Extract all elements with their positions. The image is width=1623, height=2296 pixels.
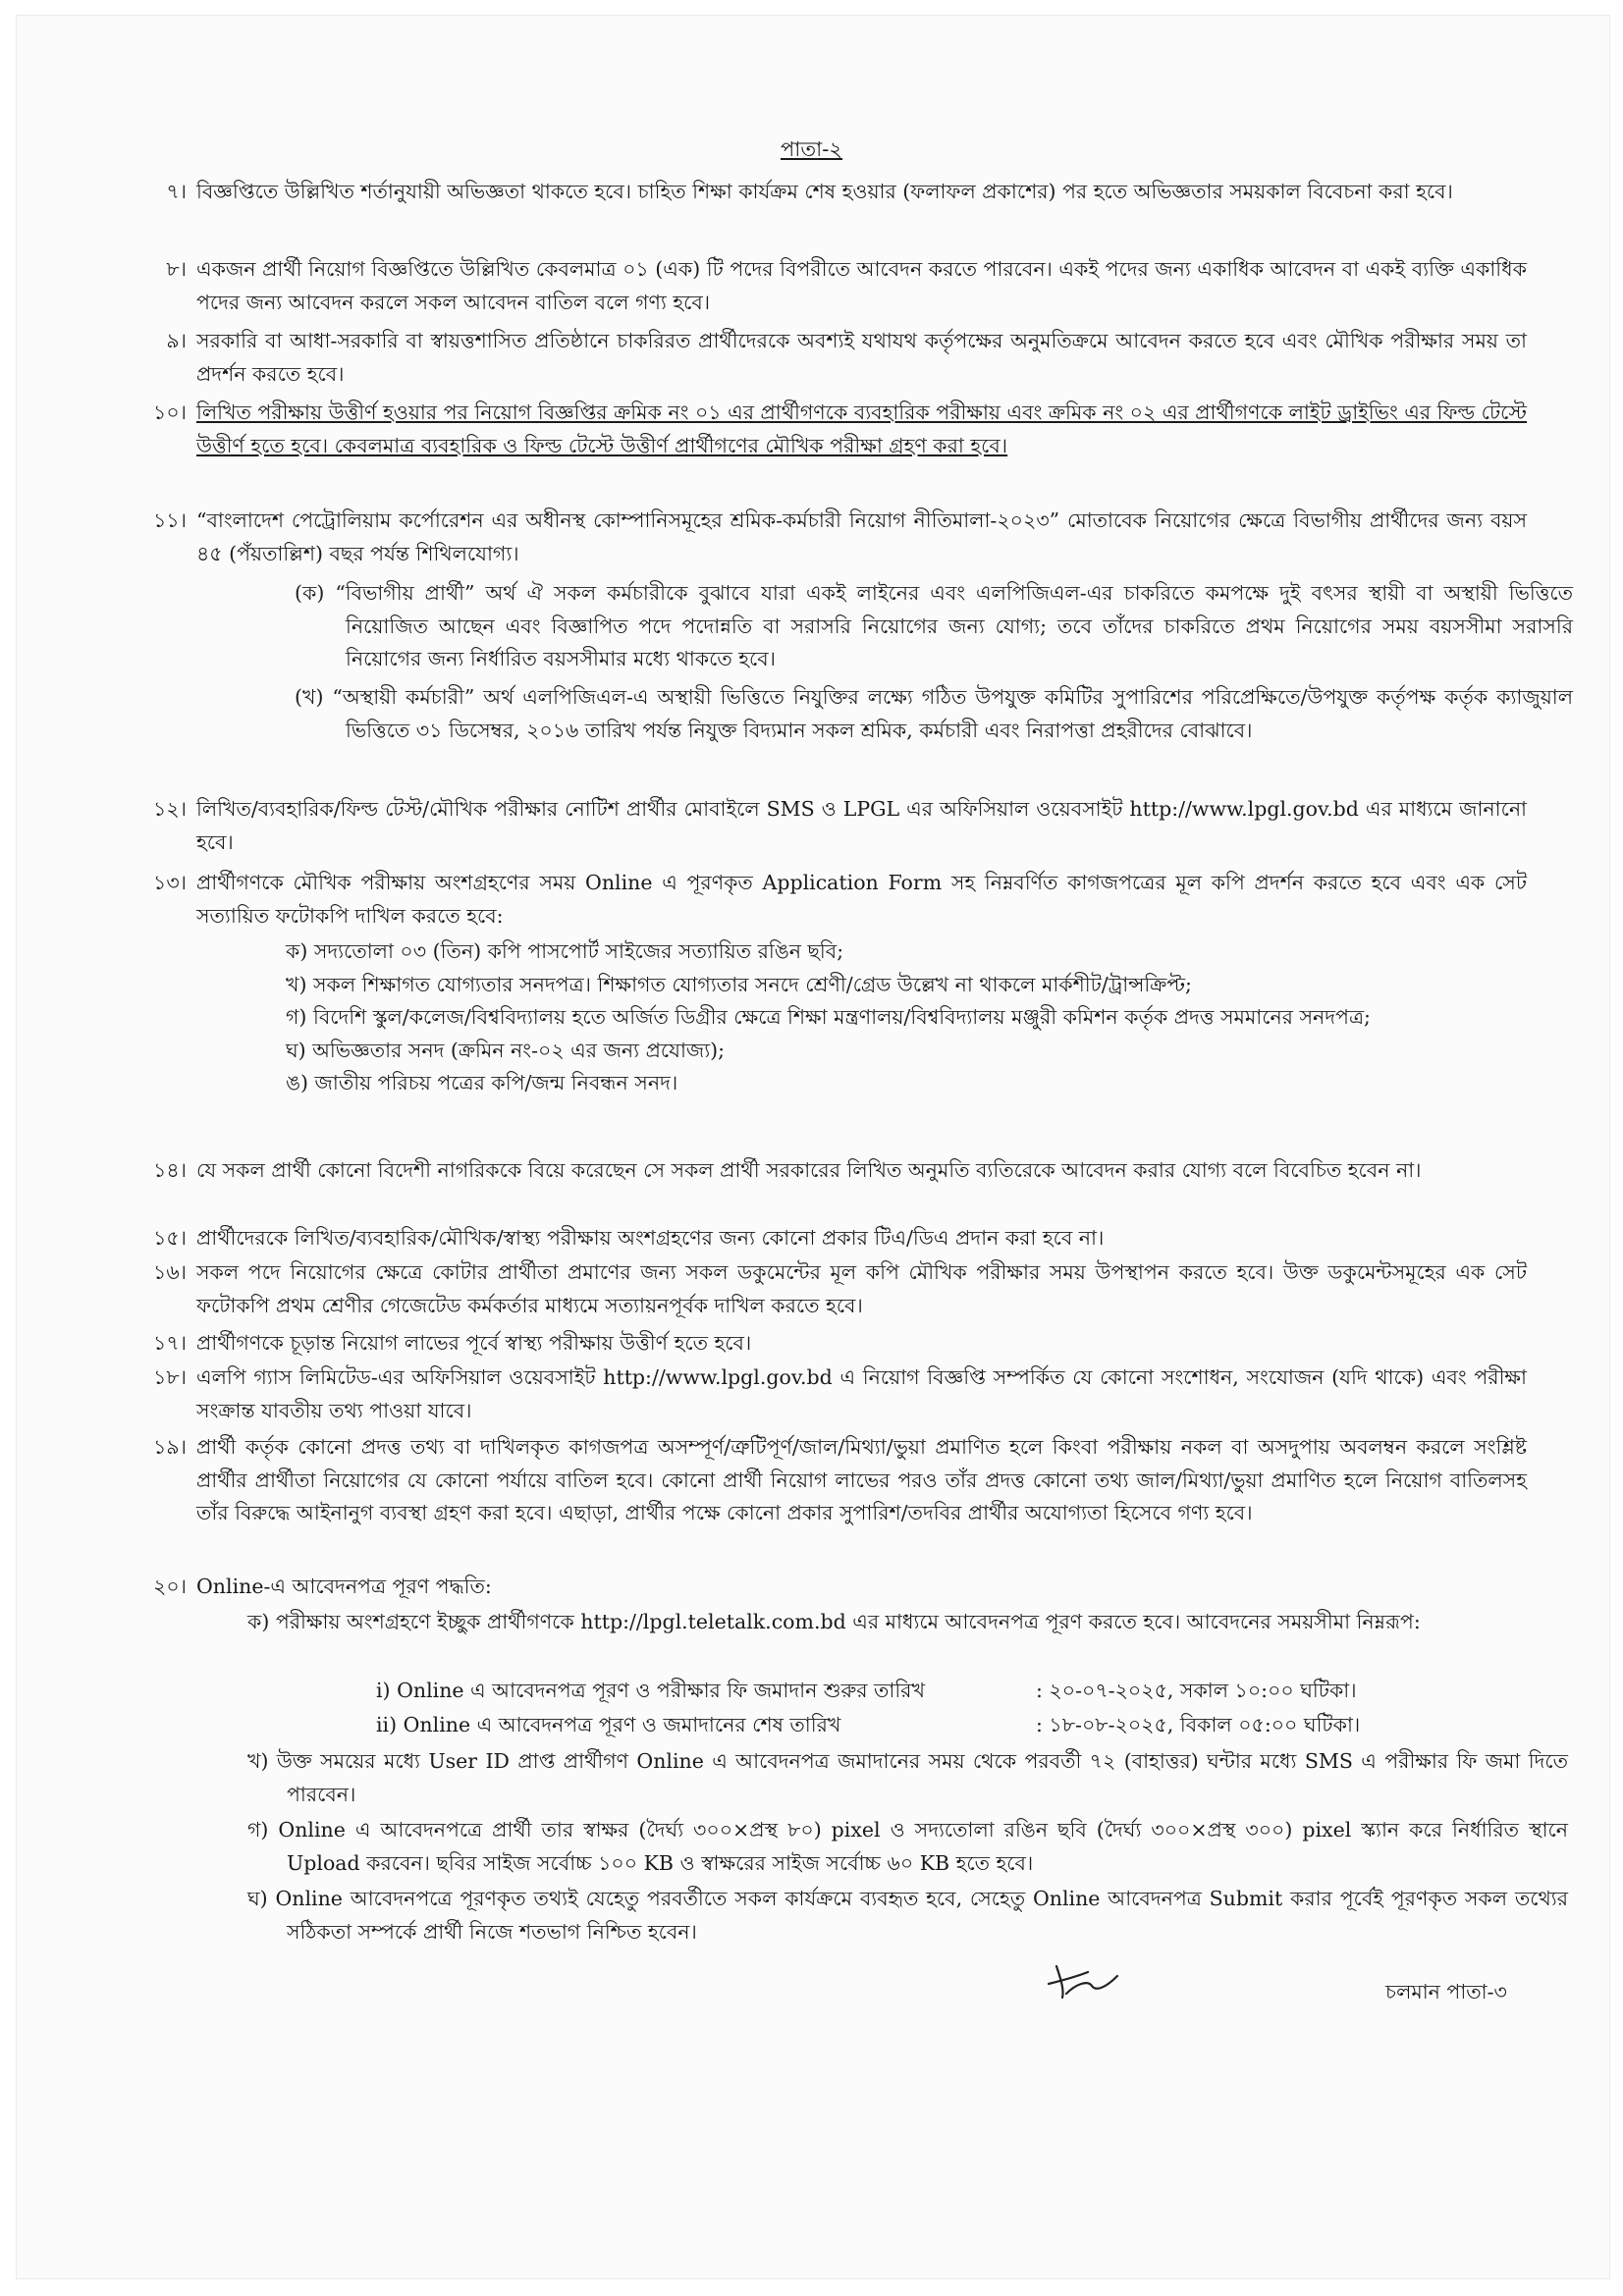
sub-clause: ঘ) Online আবেদনপত্রে পূরণকৃত তথ্যই যেহেতু পরবর্তীতে সকল কার্যক্রমে ব্যবহৃত হবে, সেহেতু Online আবেদনপত্র Submit করার পূর্বেই পূরণকৃত সকল তথ্যের সঠিকতা সম্পর্কে প্রার্থী নিজে শতভাগ নিশ্চিত হবেন। — [247, 1887, 1568, 1944]
signature-initials — [1045, 1954, 1123, 2003]
item-number: ১৮। — [153, 1365, 187, 1389]
application-schedule — [376, 1675, 1535, 1743]
sub-clause: ক) পরীক্ষায় অংশগ্রহণে ইচ্ছুক প্রার্থীগণকে http://lpgl.teletalk.com.bd এর মাধ্যমে আবেদনপত্র পূরণ করতে হবে। আবেদনের সময়সীমা নিম্নরূপ: — [247, 1610, 1421, 1633]
sub-clause: গ) Online এ আবেদনপত্রে প্রার্থী তার স্বাক্ষর (দৈর্ঘ্য ৩০০×প্রস্থ ৮০) pixel ও সদ্যতোলা রঙিন ছবি (দৈর্ঘ্য ৩০০×প্রস্থ ৩০০) pixel স্ক্যান করে নির্ধারিত স্থানে Upload করবেন। ছবির সাইজ সর্বোচ্চ ১০০ KB ও স্বাক্ষরের সাইজ সর্বোচ্চ ৬০ KB হতে হবে। — [247, 1818, 1568, 1875]
list-item — [153, 1431, 1527, 1530]
item-number: ২০। — [153, 1575, 187, 1598]
item-text: বিজ্ঞপ্তিতে উল্লিখিত শর্তানুযায়ী অভিজ্ঞতা থাকতে হবে। চাহিত শিক্ষা কার্যক্রম শেষ হওয়ার (ফলাফল প্রকাশের) পর হতে অভিজ্ঞতার সময়কাল বিবেচনা করা হবে। — [196, 180, 1453, 203]
item-text: Online-এ আবেদনপত্র পূরণ পদ্ধতি: — [196, 1575, 492, 1598]
list-item — [153, 793, 1527, 859]
sub-clause: (খ) “অস্থায়ী কর্মচারী” অর্থ এলপিজিএল-এ অস্থায়ী ভিত্তিতে নিযুক্তির লক্ষ্যে গঠিত উপযুক্ত কমিটির সুপারিশের পরিপ্রেক্ষিতে/উপযুক্ত কর্তৃপক্ষ কর্তৃক ক্যাজুয়াল ভিত্তিতে ৩১ ডিসেম্বর, ২০১৬ তারিখ পর্যন্ত নিযুক্ত বিদ্যমান সকল শ্রমিক, কর্মচারী এবং নিরাপত্তা প্রহরীদের বোঝাবে। — [295, 685, 1573, 742]
list-item — [153, 1222, 1527, 1255]
item-number: ১৯। — [153, 1435, 187, 1459]
schedule-value: : ১৮-০৮-২০২৫, বিকাল ০৫:০০ ঘটিকা। — [1036, 1713, 1361, 1736]
list-item — [153, 1256, 1527, 1322]
page-label: পাতা-২ — [781, 137, 842, 161]
item-number: ১৬। — [153, 1260, 187, 1284]
item-number: ১৩। — [153, 871, 187, 894]
item-text: প্রার্থীগণকে মৌখিক পরীক্ষায় অংশগ্রহণের সময় Online এ পূরণকৃত Application Form সহ নিম্নবর্ণিত কাগজপত্রের মূল কপি প্রদর্শন করতে হবে এবং এক সেট সত্যায়িত ফটোকপি দাখিল করতে হবে: — [196, 871, 1527, 928]
list-item — [153, 1571, 1527, 1604]
item-number: ৭। — [166, 180, 187, 203]
item-text: এলপি গ্যাস লিমিটেড-এর অফিসিয়াল ওয়েবসাইট http://www.lpgl.gov.bd এ নিয়োগ বিজ্ঞপ্তি সম্পর্কিত যে কোনো সংশোধন, সংযোজন (যদি থাকে) এবং পরীক্ষা সংক্রান্ত যাবতীয় তথ্য পাওয়া যাবে। — [196, 1365, 1527, 1422]
item-number: ১৭। — [153, 1331, 187, 1355]
list-item — [166, 176, 1527, 209]
sub-clause: খ) উক্ত সময়ের মধ্যে User ID প্রাপ্ত প্রার্থীগণ Online এ আবেদনপত্র জমাদানের সময় থেকে পরবর্তী ৭২ (বাহাত্তর) ঘন্টার মধ্যে SMS এ পরীক্ষার ফি জমা দিতে পারবেন। — [247, 1749, 1568, 1806]
list-item — [153, 867, 1527, 933]
item-text: সকল পদে নিয়োগের ক্ষেত্রে কোটার প্রার্থীতা প্রমাণের জন্য সকল ডকুমেন্টের মূল কপি মৌখিক পরীক্ষার সময় উপস্থাপন করতে হবে। উক্ত ডকুমেন্টসমূহের এক সেট ফটোকপি প্রথম শ্রেণীর গেজেটেড কর্মকর্তার মাধ্যমে সত্যায়নপূর্বক দাখিল করতে হবে। — [196, 1260, 1527, 1317]
schedule-label: i) Online এ আবেদনপত্র পূরণ ও পরীক্ষার ফি জমাদান শুরুর তারিখ — [376, 1679, 925, 1702]
list-item: ঙ) জাতীয় পরিচয় পত্রের কপি/জন্ম নিবন্ধন সনদ। — [286, 1071, 678, 1095]
schedule-value: : ২০-০৭-২০২৫, সকাল ১০:০০ ঘটিকা। — [1036, 1679, 1357, 1702]
item-number: ১২। — [153, 797, 187, 821]
schedule-label: ii) Online এ আবেদনপত্র পূরণ ও জমাদানের শেষ তারিখ — [376, 1713, 841, 1736]
list-item — [153, 1154, 1527, 1188]
list-item: খ) সকল শিক্ষাগত যোগ্যতার সনদপত্র। শিক্ষাগত যোগ্যতার সনদে শ্রেণী/গ্রেড উল্লেখ না থাকলে মার্কশীট/ট্রান্সক্রিপ্ট; — [286, 972, 1192, 996]
item-text: সরকারি বা আধা-সরকারি বা স্বায়ত্তশাসিত প্রতিষ্ঠানে চাকরিরত প্রার্থীদেরকে অবশ্যই যথাযথ কর্তৃপক্ষের অনুমতিক্রমে আবেদন করতে হবে এবং মৌখিক পরীক্ষার সময় তা প্রদর্শন করতে হবে। — [196, 329, 1527, 386]
item-text: প্রার্থীগণকে চূড়ান্ত নিয়োগ লাভের পূর্বে স্বাস্থ্য পরীক্ষায় উত্তীর্ণ হতে হবে। — [196, 1331, 752, 1355]
continued-label: চলমান পাতা-৩ — [1385, 1980, 1507, 2003]
item-number: ১৪। — [153, 1158, 187, 1182]
list-item: গ) বিদেশি স্কুল/কলেজ/বিশ্ববিদ্যালয় হতে অর্জিত ডিগ্রীর ক্ষেত্রে শিক্ষা মন্ত্রণালয়/বিশ্ববিদ্যালয় মঞ্জুরী কমিশন কর্তৃক প্রদত্ত সমমানের সনদপত্র; — [286, 1005, 1371, 1029]
item-number: ১৫। — [153, 1226, 187, 1250]
item-number: ৯। — [166, 329, 187, 352]
list-item — [153, 1362, 1527, 1427]
item-text: প্রার্থীদেরকে লিখিত/ব্যবহারিক/মৌখিক/স্বাস্থ্য পরীক্ষায় অংশগ্রহণের জন্য কোনো প্রকার টিএ/ডিএ প্রদান করা হবে না। — [196, 1226, 1105, 1250]
list-item — [153, 397, 1527, 462]
item-text: লিখিত/ব্যবহারিক/ফিল্ড টেস্ট/মৌখিক পরীক্ষার নোটিশ প্রার্থীর মোবাইলে SMS ও LPGL এর অফিসিয়াল ওয়েবসাইট http://www.lpgl.gov.bd এর মাধ্যমে জানানো হবে। — [196, 797, 1527, 854]
document-list — [286, 935, 1542, 1100]
list-item — [166, 325, 1527, 391]
item-text: প্রার্থী কর্তৃক কোনো প্রদত্ত তথ্য বা দাখিলকৃত কাগজপত্র অসম্পূর্ণ/ত্রুটিপূর্ণ/জাল/মিথ্যা/ভুয়া প্রমাণিত হলে কিংবা পরীক্ষায় নকল বা অসদুপায় অবলম্বন করলে সংশ্লিষ্ট প্রার্থীর প্রার্থীতা নিয়োগের যে কোনো পর্যায়ে বাতিল হবে। কোনো প্রার্থী নিয়োগ লাভের পরও তাঁর প্রদত্ত কোনো তথ্য জাল/মিথ্যা/ভুয়া প্রমাণিত হলে নিয়োগ বাতিলসহ তাঁর বিরুদ্ধে আইনানুগ ব্যবস্থা গ্রহণ করা হবে। এছাড়া, প্রার্থীর পক্ষে কোনো প্রকার সুপারিশ/তদবির প্রার্থীর অযোগ্যতা হিসেবে গণ্য হবে। — [196, 1435, 1527, 1524]
list-item: ক) সদ্যতোলা ০৩ (তিন) কপি পাসপোর্ট সাইজের সত্যায়িত রঙিন ছবি; — [286, 939, 844, 963]
item-text: “বাংলাদেশ পেট্রোলিয়াম কর্পোরেশন এর অধীনস্থ কোম্পানিসমূহের শ্রমিক-কর্মচারী নিয়োগ নীতিমালা-২০২৩” মোতাবেক নিয়োগের ক্ষেত্রে বিভাগীয় প্রার্থীদের জন্য বয়স ৪৫ (পঁয়তাল্লিশ) বছর পর্যন্ত শিথিলযোগ্য। — [196, 508, 1527, 565]
list-item — [153, 1327, 1527, 1361]
sub-clause: (ক) “বিভাগীয় প্রার্থী” অর্থ ঐ সকল কর্মচারীকে বুঝাবে যারা একই লাইনের এবং এলপিজিএল-এর চাকরিতে কমপক্ষে দুই বৎসর স্থায়ী বা অস্থায়ী ভিত্তিতে নিয়োজিত আছেন এবং বিজ্ঞাপিত পদে পদোন্নতি বা সরাসরি নিয়োগের জন্য যোগ্য; তবে তাঁদের চাকরিতে প্রথম নিয়োগের সময় বয়সসীমা সরাসরি নিয়োগের জন্য নির্ধারিত বয়সসীমার মধ্যে থাকতে হবে। — [295, 581, 1573, 670]
list-item — [166, 253, 1527, 319]
list-item: ঘ) অভিজ্ঞতার সনদ (ক্রমিন নং-০২ এর জন্য প্রযোজ্য); — [286, 1038, 726, 1062]
item-number: ১১। — [153, 508, 187, 532]
item-text: লিখিত পরীক্ষায় উত্তীর্ণ হওয়ার পর নিয়োগ বিজ্ঞপ্তির ক্রমিক নং ০১ এর প্রার্থীগণকে ব্যবহারিক পরীক্ষায় এবং ক্রমিক নং ০২ এর প্রার্থীগণকে লাইট ড্রাইভিং এর ফিল্ড টেস্টে উত্তীর্ণ হতে হবে। কেবলমাত্র ব্যবহারিক ও ফিল্ড টেস্টে উত্তীর্ণ প্রার্থীগণের মৌখিক পরীক্ষা গ্রহণ করা হবে। — [196, 400, 1527, 457]
item-text: একজন প্রার্থী নিয়োগ বিজ্ঞপ্তিতে উল্লিখিত কেবলমাত্র ০১ (এক) টি পদের বিপরীতে আবেদন করতে পারবেন। একই পদের জন্য একাধিক আবেদন বা একই ব্যক্তি একাধিক পদের জন্য আবেদন করলে সকল আবেদন বাতিল বলে গণ্য হবে। — [196, 257, 1527, 314]
item-text: যে সকল প্রার্থী কোনো বিদেশী নাগরিককে বিয়ে করেছেন সে সকল প্রার্থী সরকারের লিখিত অনুমতি ব্যতিরেকে আবেদন করার যোগ্য বলে বিবেচিত হবেন না। — [196, 1158, 1422, 1182]
item-number: ১০। — [153, 400, 187, 424]
item-number: ৮। — [166, 257, 187, 281]
list-item — [153, 505, 1527, 570]
